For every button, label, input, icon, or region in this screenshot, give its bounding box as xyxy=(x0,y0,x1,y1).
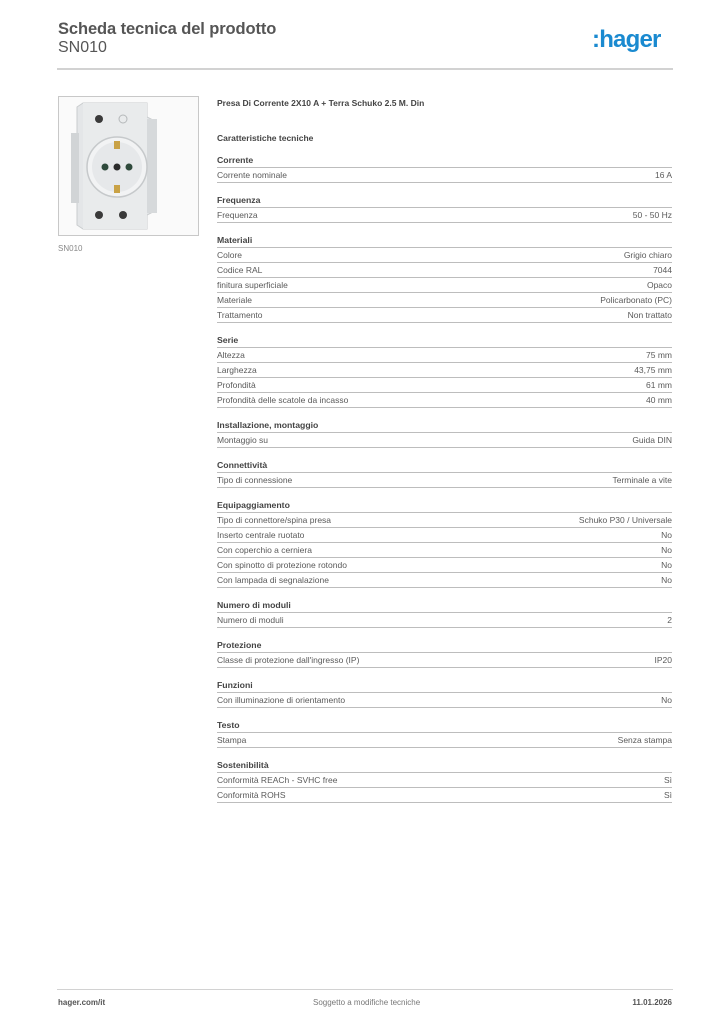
spec-section xyxy=(217,639,672,668)
spec-value: 2 xyxy=(667,615,672,625)
section-title: Materiali xyxy=(217,234,672,248)
footer-date: 11.01.2026 xyxy=(632,998,672,1007)
spec-label: Stampa xyxy=(217,735,247,745)
spec-label: Profondità delle scatole da incasso xyxy=(217,395,349,405)
spec-value: 75 mm xyxy=(646,350,672,360)
spec-value: No xyxy=(661,560,672,570)
section-title: Connettività xyxy=(217,459,672,473)
spec-label: finitura superficiale xyxy=(217,280,288,290)
spec-label: Conformità ROHS xyxy=(217,790,286,800)
spec-row xyxy=(217,558,672,573)
spec-section xyxy=(217,759,672,803)
socket-illustration-icon xyxy=(59,97,198,235)
spec-value: 61 mm xyxy=(646,380,672,390)
spec-label: Classe di protezione dall'ingresso (IP) xyxy=(217,655,360,665)
spec-row xyxy=(217,293,672,308)
spec-label: Inserto centrale ruotato xyxy=(217,530,305,540)
spec-row xyxy=(217,573,672,588)
section-title: Funzioni xyxy=(217,679,672,693)
spec-label: Montaggio su xyxy=(217,435,269,445)
spec-row xyxy=(217,393,672,408)
spec-section xyxy=(217,719,672,748)
spec-sections xyxy=(217,154,672,803)
spec-label: Larghezza xyxy=(217,365,257,375)
spec-label: Tipo di connessione xyxy=(217,475,293,485)
spec-row xyxy=(217,613,672,628)
spec-row xyxy=(217,693,672,708)
spec-label: Frequenza xyxy=(217,210,258,220)
spec-label: Numero di moduli xyxy=(217,615,284,625)
spec-row xyxy=(217,208,672,223)
spec-label: Corrente nominale xyxy=(217,170,287,180)
image-caption: SN010 xyxy=(58,244,83,253)
spec-value: Sì xyxy=(663,790,672,800)
spec-value: IP20 xyxy=(654,655,672,665)
spec-value: No xyxy=(661,575,672,585)
section-title: Numero di moduli xyxy=(217,599,672,613)
spec-label: Con spinotto di protezione rotondo xyxy=(217,560,347,570)
spec-row xyxy=(217,308,672,323)
spec-value: 43,75 mm xyxy=(634,365,672,375)
spec-label: Trattamento xyxy=(217,310,263,320)
spec-row xyxy=(217,473,672,488)
section-title: Equipaggiamento xyxy=(217,499,672,513)
spec-row xyxy=(217,543,672,558)
spec-value: Sì xyxy=(663,775,672,785)
spec-row xyxy=(217,263,672,278)
spec-label: Altezza xyxy=(217,350,245,360)
spec-value: No xyxy=(661,695,672,705)
section-title: Installazione, montaggio xyxy=(217,419,672,433)
spec-label: Conformità REACh - SVHC free xyxy=(217,775,338,785)
spec-value: No xyxy=(661,545,672,555)
footer-notice: Soggetto a modifiche tecniche xyxy=(313,998,421,1007)
spec-value: Opaco xyxy=(646,280,672,290)
spec-value: Guida DIN xyxy=(632,435,672,445)
spec-value: 50 - 50 Hz xyxy=(632,210,672,220)
section-title: Protezione xyxy=(217,639,672,653)
section-title: Corrente xyxy=(217,154,672,168)
spec-row xyxy=(217,348,672,363)
spec-row xyxy=(217,653,672,668)
spec-value: 16 A xyxy=(654,170,672,180)
spec-value: Non trattato xyxy=(627,310,672,320)
footer-website: hager.com/it xyxy=(58,998,106,1007)
spec-value: Policarbonato (PC) xyxy=(600,295,672,305)
spec-value: Schuko P30 / Universale xyxy=(578,515,672,525)
spec-section xyxy=(217,499,672,588)
spec-value: No xyxy=(661,530,672,540)
spec-label: Con coperchio a cerniera xyxy=(217,545,312,555)
spec-value: Grigio chiaro xyxy=(623,250,672,260)
spec-row xyxy=(217,378,672,393)
product-name: Presa Di Corrente 2X10 A + Terra Schuko 2.5 M. Din xyxy=(217,98,425,108)
spec-label: Tipo di connettore/spina presa xyxy=(217,515,332,525)
product-image xyxy=(58,96,199,236)
spec-value: 40 mm xyxy=(646,395,672,405)
spec-section xyxy=(217,419,672,448)
spec-section xyxy=(217,459,672,488)
spec-value: Senza stampa xyxy=(617,735,672,745)
product-code: SN010 xyxy=(58,39,107,56)
spec-row xyxy=(217,168,672,183)
section-title: Sostenibilità xyxy=(217,759,672,773)
spec-row xyxy=(217,363,672,378)
spec-section xyxy=(217,599,672,628)
spec-label: Con illuminazione di orientamento xyxy=(217,695,346,705)
features-heading: Caratteristiche tecniche xyxy=(217,133,314,143)
spec-sheet xyxy=(217,96,672,803)
spec-section xyxy=(217,194,672,223)
spec-row xyxy=(217,773,672,788)
page-title: Scheda tecnica del prodotto xyxy=(58,20,277,38)
spec-value: 7044 xyxy=(653,265,672,275)
spec-label: Colore xyxy=(217,250,243,260)
spec-row xyxy=(217,248,672,263)
spec-section xyxy=(217,234,672,323)
spec-row xyxy=(217,433,672,448)
spec-label: Materiale xyxy=(217,295,252,305)
section-title: Frequenza xyxy=(217,194,672,208)
footer-divider xyxy=(57,989,673,990)
spec-label: Codice RAL xyxy=(217,265,263,275)
spec-label: Con lampada di segnalazione xyxy=(217,575,329,585)
spec-section xyxy=(217,679,672,708)
spec-row xyxy=(217,278,672,293)
section-title: Serie xyxy=(217,334,672,348)
spec-row xyxy=(217,788,672,803)
spec-section xyxy=(217,334,672,408)
spec-row xyxy=(217,733,672,748)
spec-row xyxy=(217,513,672,528)
spec-label: Profondità xyxy=(217,380,256,390)
spec-section xyxy=(217,154,672,183)
header-divider xyxy=(57,68,673,70)
hager-logo: :hager xyxy=(592,26,661,53)
section-title: Testo xyxy=(217,719,672,733)
spec-row xyxy=(217,528,672,543)
spec-value: Terminale a vite xyxy=(612,475,672,485)
